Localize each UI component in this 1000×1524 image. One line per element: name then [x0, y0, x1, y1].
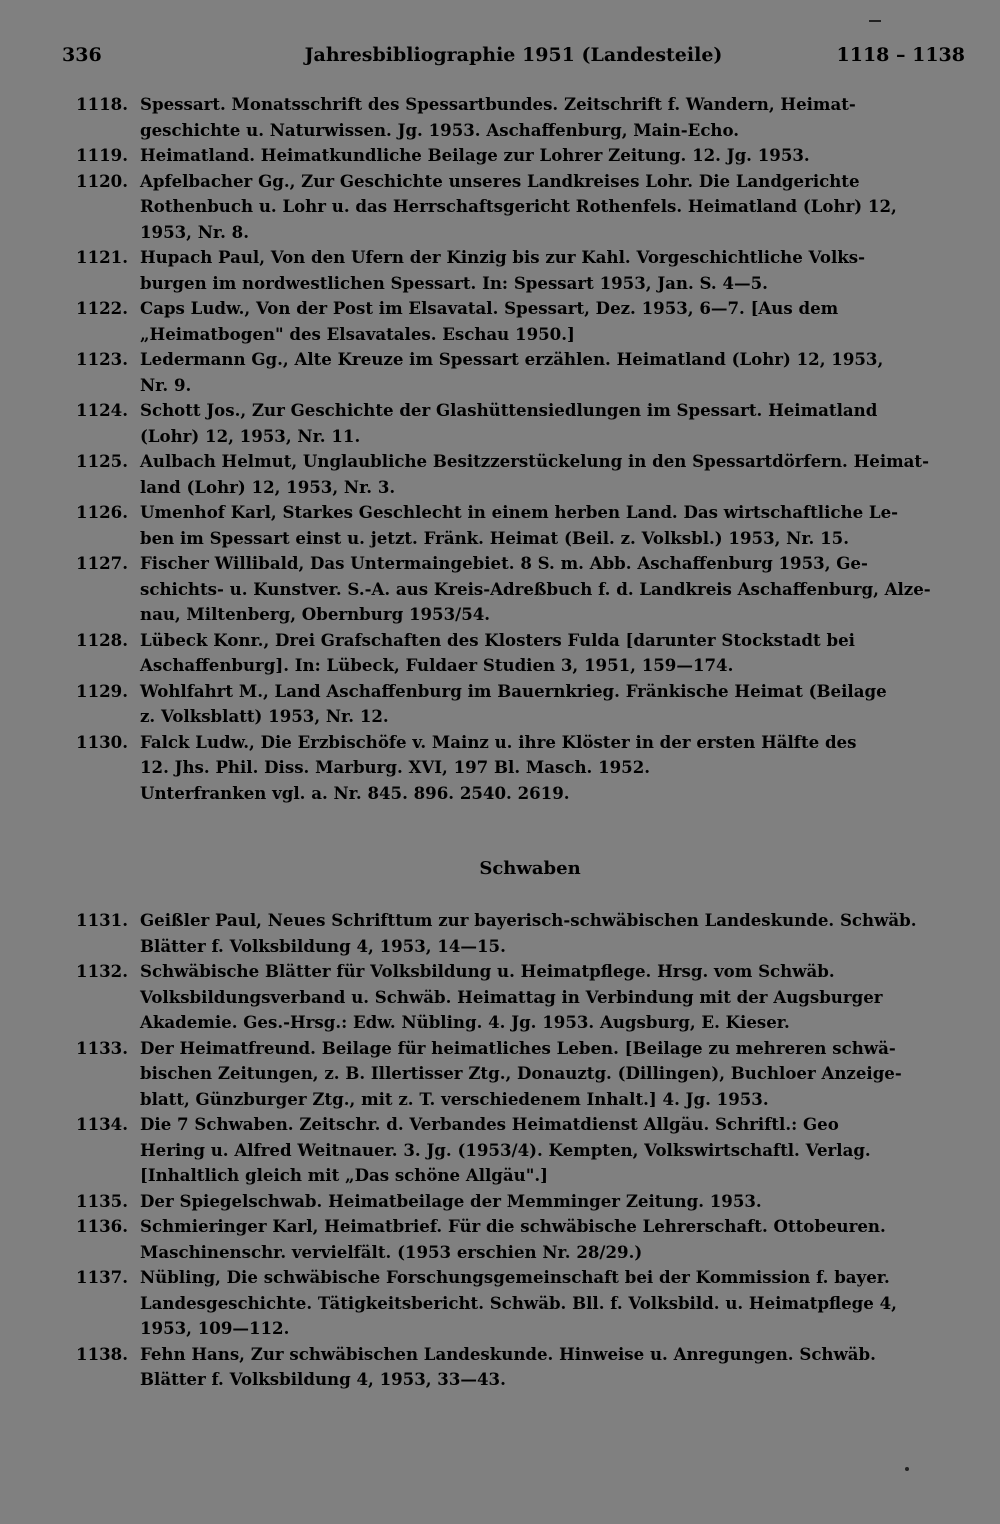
entry-text-line: Rothenbuch u. Lohr u. das Herrschaftsgericht Rothenfels. Heimatland (Lohr) 12,	[140, 196, 897, 216]
entry-number: 1119.	[76, 145, 128, 165]
bibliography-entry	[60, 245, 960, 296]
entry-number: 1123.	[76, 349, 128, 369]
entry-text-line: Nübling, Die schwäbische Forschungsgemeinschaft bei der Kommission f. bayer.	[140, 1267, 890, 1287]
entry-text-line: nau, Miltenberg, Obernburg 1953/54.	[140, 604, 491, 624]
entry-text-line: Der Spiegelschwab. Heimatbeilage der Memminger Zeitung. 1953.	[140, 1190, 762, 1211]
entry-text-line: geschichte u. Naturwissen. Jg. 1953. Aschaffenburg, Main-Echo.	[140, 119, 740, 140]
entry-text-line: bischen Zeitungen, z. B. Illertisser Ztg., Donauztg. (Dillingen), Buchloer Anzeige-	[140, 1063, 902, 1083]
entry-text-line: Unterfranken vgl. a. Nr. 845. 896. 2540. 2619.	[140, 782, 570, 803]
bibliography-entry	[60, 92, 960, 143]
entry-number: 1118.	[76, 94, 128, 114]
entry-text-line: Falck Ludw., Die Erzbischöfe v. Mainz u. ihre Klöster in der ersten Hälfte des	[140, 731, 857, 752]
entry-number: 1132.	[76, 961, 128, 981]
entry-number: 1136.	[76, 1216, 128, 1236]
print-mark	[905, 1467, 909, 1471]
bibliography-entry	[60, 1342, 960, 1393]
entry-text-line: burgen im nordwestlichen Spessart. In: Spessart 1953, Jan. S. 4—5.	[140, 272, 768, 293]
entry-text-line: (Lohr) 12, 1953, Nr. 11.	[140, 425, 361, 446]
entry-text-line: 1953, 109—112.	[140, 1318, 290, 1338]
entry-text-line: Umenhof Karl, Starkes Geschlecht in einem herben Land. Das wirtschaftliche Le-	[140, 502, 899, 522]
entry-number: 1128.	[76, 629, 128, 650]
entry-text-line: Spessart. Monatsschrift des Spessartbundes. Zeitschrift f. Wandern, Heimat-	[140, 94, 856, 114]
entry-text-line: Hupach Paul, Von den Ufern der Kinzig bis zur Kahl. Vorgeschichtliche Volks-	[140, 247, 865, 267]
entry-text-line: Fischer Willibald, Das Untermaingebiet. 8 S. m. Abb. Aschaffenburg 1953, Ge-	[140, 553, 868, 573]
entry-text-line: Volksbildungsverband u. Schwäb. Heimattag in Verbindung mit der Augsburger	[140, 986, 883, 1007]
entry-number: 1135.	[76, 1190, 128, 1211]
entry-number: 1121.	[76, 247, 128, 267]
entry-text-line: Maschinenschr. vervielfält. (1953 erschien Nr. 28/29.)	[140, 1241, 643, 1262]
bibliography-entry	[60, 449, 960, 500]
entry-number: 1130.	[76, 731, 128, 752]
entry-text-line: Schwäbische Blätter für Volksbildung u. Heimatpflege. Hrsg. vom Schwäb.	[140, 961, 835, 981]
entry-text-line: [Inhaltlich gleich mit „Das schöne Allgäu".]	[140, 1165, 548, 1185]
entry-text-line: Schmieringer Karl, Heimatbrief. Für die schwäbische Lehrerschaft. Ottobeuren.	[140, 1216, 886, 1236]
entry-text-line: Der Heimatfreund. Beilage für heimatliches Leben. [Beilage zu mehreren schwä-	[140, 1037, 896, 1058]
bibliography-entry	[60, 500, 960, 551]
page-number: 336	[62, 44, 102, 66]
entry-text-line: Schott Jos., Zur Geschichte der Glashüttensiedlungen im Spessart. Heimatland	[140, 400, 878, 420]
entry-number: 1133.	[76, 1037, 128, 1058]
bibliography-entry	[60, 781, 960, 807]
entry-number: 1131.	[76, 910, 128, 930]
bibliography-entry	[60, 347, 960, 398]
bibliography-entry	[60, 730, 960, 781]
entry-text-line: Landesgeschichte. Tätigkeitsbericht. Schwäb. Bll. f. Volksbild. u. Heimatpflege 4,	[140, 1292, 897, 1313]
page-header	[62, 44, 965, 74]
section-heading-schwaben: Schwaben	[479, 858, 581, 879]
entry-number: 1122.	[76, 298, 128, 318]
bibliography-entry	[60, 143, 960, 169]
entry-text-line: Fehn Hans, Zur schwäbischen Landeskunde. Hinweise u. Anregungen. Schwäb.	[140, 1343, 876, 1364]
entry-text-line: blatt, Günzburger Ztg., mit z. T. verschiedenem Inhalt.] 4. Jg. 1953.	[140, 1088, 769, 1109]
entry-number: 1137.	[76, 1267, 128, 1287]
bibliography-entry	[60, 908, 960, 959]
entry-text-line: Ledermann Gg., Alte Kreuze im Spessart erzählen. Heimatland (Lohr) 12, 1953,	[140, 349, 884, 369]
entry-number: 1124.	[76, 400, 128, 420]
bibliography-entry	[60, 398, 960, 449]
print-mark	[869, 20, 881, 22]
bibliography-entry	[60, 679, 960, 730]
bibliography-entry	[60, 1214, 960, 1265]
bibliography-entry	[60, 959, 960, 1036]
entry-text-line: Hering u. Alfred Weitnauer. 3. Jg. (1953/4). Kempten, Volkswirtschaftl. Verlag.	[140, 1139, 871, 1160]
entry-text-line: Aschaffenburg]. In: Lübeck, Fuldaer Studien 3, 1951, 159—174.	[140, 655, 734, 675]
entry-text-line: 12. Jhs. Phil. Diss. Marburg. XVI, 197 Bl. Masch. 1952.	[140, 757, 651, 777]
entry-text-line: Aulbach Helmut, Unglaubliche Besitzzerstückelung in den Spessartdörfern. Heimat-	[140, 451, 929, 471]
bibliography-entry	[60, 169, 960, 246]
entry-text-line: „Heimatbogen" des Elsavatales. Eschau 1950.]	[140, 323, 575, 344]
entry-text-line: z. Volksblatt) 1953, Nr. 12.	[140, 706, 389, 726]
entry-text-line: Geißler Paul, Neues Schrifttum zur bayerisch-schwäbischen Landeskunde. Schwäb.	[140, 910, 917, 930]
entry-range: 1118 – 1138	[836, 44, 965, 66]
entry-text-line: Blätter f. Volksbildung 4, 1953, 33—43.	[140, 1369, 506, 1389]
entry-number: 1129.	[76, 680, 128, 701]
bibliography-entry	[60, 1112, 960, 1189]
entry-text-line: Caps Ludw., Von der Post im Elsavatal. Spessart, Dez. 1953, 6—7. [Aus dem	[140, 298, 839, 318]
entry-text-line: Nr. 9.	[140, 374, 192, 395]
bibliography-entry	[60, 1265, 960, 1342]
entry-text-line: schichts- u. Kunstver. S.-A. aus Kreis-Adreßbuch f. d. Landkreis Aschaffenburg, Alze-	[140, 578, 931, 599]
entry-number: 1127.	[76, 553, 128, 573]
bibliography-entry	[60, 1036, 960, 1113]
entry-number: 1134.	[76, 1114, 128, 1134]
bibliography-entry	[60, 551, 960, 628]
entry-text-line: Heimatland. Heimatkundliche Beilage zur Lohrer Zeitung. 12. Jg. 1953.	[140, 145, 810, 165]
entry-text-line: Lübeck Konr., Drei Grafschaften des Klosters Fulda [darunter Stockstadt bei	[140, 629, 855, 650]
entry-text-line: Blätter f. Volksbildung 4, 1953, 14—15.	[140, 935, 506, 956]
entry-number: 1125.	[76, 451, 128, 471]
running-title: Jahresbibliographie 1951 (Landesteile)	[304, 44, 723, 66]
entry-text-line: Wohlfahrt M., Land Aschaffenburg im Bauernkrieg. Fränkische Heimat (Beilage	[140, 680, 887, 701]
bibliography-entry	[60, 1189, 960, 1215]
entry-number: 1120.	[76, 170, 128, 191]
entry-number: 1126.	[76, 502, 128, 522]
entry-text-line: Akademie. Ges.-Hrsg.: Edw. Nübling. 4. Jg. 1953. Augsburg, E. Kieser.	[140, 1012, 790, 1032]
entry-text-line: Die 7 Schwaben. Zeitschr. d. Verbandes Heimatdienst Allgäu. Schriftl.: Geo	[140, 1114, 839, 1134]
section-schwaben-entries	[60, 908, 960, 1393]
entry-text-line: ben im Spessart einst u. jetzt. Fränk. Heimat (Beil. z. Volksbl.) 1953, Nr. 15.	[140, 527, 849, 548]
entry-text-line: 1953, Nr. 8.	[140, 221, 250, 242]
bibliography-entry	[60, 628, 960, 679]
bibliography-entry	[60, 296, 960, 347]
section-unterfranken-entries	[60, 92, 960, 806]
entry-text-line: land (Lohr) 12, 1953, Nr. 3.	[140, 476, 396, 497]
entry-text-line: Apfelbacher Gg., Zur Geschichte unseres Landkreises Lohr. Die Landgerichte	[140, 170, 860, 191]
entry-number: 1138.	[76, 1343, 128, 1364]
